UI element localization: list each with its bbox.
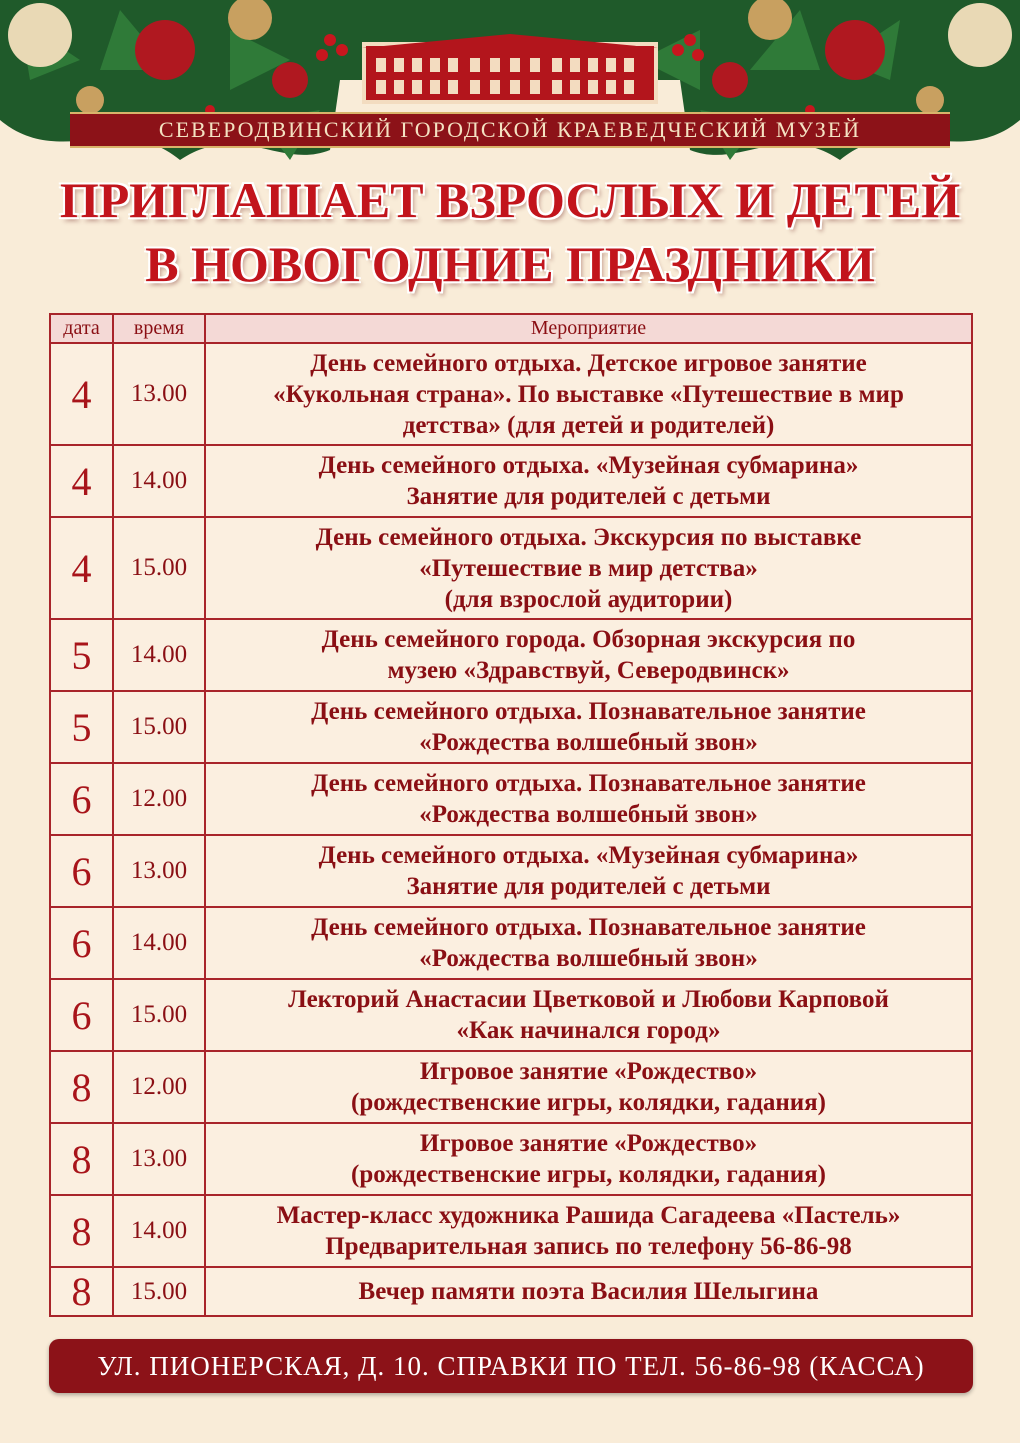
event-description-line: Занятие для родителей с детьми: [406, 483, 771, 510]
event-time: 13.00: [113, 343, 205, 445]
table-row: [50, 979, 972, 1051]
event-description: [205, 1267, 972, 1316]
event-description-line: День семейного отдыха. «Музейная субмарина»: [318, 452, 859, 479]
event-description: [205, 979, 972, 1051]
event-description-line: Предварительная запись по телефону 56-86-98: [325, 1233, 852, 1260]
event-description: [205, 1051, 972, 1123]
event-date: 4: [50, 445, 113, 517]
event-description: [205, 1123, 972, 1195]
event-description-line: (рождественские игры, колядки, гадания): [351, 1161, 826, 1188]
event-time: 12.00: [113, 1051, 205, 1123]
event-time: 15.00: [113, 517, 205, 619]
event-description: [205, 691, 972, 763]
event-date: 8: [50, 1051, 113, 1123]
event-description-line: «Кукольная страна». По выставке «Путешествие в мир: [273, 380, 904, 408]
table-row: [50, 763, 972, 835]
table-row: [50, 1051, 972, 1123]
event-description-line: Мастер-класс художника Рашида Сагадеева «Пастель»: [276, 1202, 901, 1229]
event-date: 6: [50, 979, 113, 1051]
event-description-line: Игровое занятие «Рождество»: [419, 1130, 758, 1157]
event-time: 12.00: [113, 763, 205, 835]
event-description: [205, 835, 972, 907]
poster-header: [0, 0, 1020, 300]
event-description: [205, 907, 972, 979]
headline-line-1: ПРИГЛАШАЕТ ВЗРОСЛЫХ И ДЕТЕЙ: [59, 172, 961, 228]
event-time: 14.00: [113, 445, 205, 517]
event-description: [205, 1195, 972, 1267]
event-description: [205, 445, 972, 517]
event-date: 5: [50, 691, 113, 763]
event-description-line: Лекторий Анастасии Цветковой и Любови Карповой: [288, 986, 889, 1013]
table-row: [50, 1195, 972, 1267]
event-description-line: День семейного отдыха. Познавательное занятие: [311, 698, 866, 725]
event-description-line: День семейного отдыха. «Музейная субмарина»: [318, 842, 859, 869]
event-description-line: детства» (для детей и родителей): [402, 411, 775, 439]
event-description-line: (рождественские игры, колядки, гадания): [351, 1089, 826, 1116]
event-description-line: «Рождества волшебный звон»: [419, 801, 758, 828]
footer-address-bar: [49, 1339, 973, 1393]
headline-line-2: В НОВОГОДНИЕ ПРАЗДНИКИ: [145, 236, 875, 292]
event-date: 6: [50, 907, 113, 979]
table-row: [50, 445, 972, 517]
table-row: [50, 907, 972, 979]
museum-name-text: СЕВЕРОДВИНСКИЙ ГОРОДСКОЙ КРАЕВЕДЧЕСКИЙ МУЗЕЙ: [158, 117, 862, 142]
event-description-line: День семейного города. Обзорная экскурсия по: [321, 626, 856, 653]
table-row: [50, 835, 972, 907]
event-description-line: «Рождества волшебный звон»: [419, 945, 758, 972]
event-date: 8: [50, 1123, 113, 1195]
event-time: 15.00: [113, 1267, 205, 1316]
event-description: [205, 763, 972, 835]
event-time: 14.00: [113, 619, 205, 691]
event-time: 13.00: [113, 835, 205, 907]
event-time: 15.00: [113, 691, 205, 763]
schedule-table: [49, 313, 973, 1317]
table-row: [50, 517, 972, 619]
event-date: 8: [50, 1195, 113, 1267]
event-description-line: (для взрослой аудитории): [444, 585, 733, 613]
event-description-line: «Путешествие в мир детства»: [419, 554, 758, 582]
event-time: 14.00: [113, 907, 205, 979]
column-header-event: Мероприятие: [205, 314, 972, 343]
event-description-line: День семейного отдыха. Познавательное занятие: [311, 914, 866, 941]
table-row: [50, 1123, 972, 1195]
table-row: [50, 343, 972, 445]
event-description-line: Игровое занятие «Рождество»: [419, 1058, 758, 1085]
table-row: [50, 619, 972, 691]
column-header-date: дата: [50, 314, 113, 343]
event-time: 13.00: [113, 1123, 205, 1195]
event-description: [205, 619, 972, 691]
event-date: 6: [50, 835, 113, 907]
schedule-body: [50, 343, 972, 1316]
event-date: 6: [50, 763, 113, 835]
event-description-line: День семейного отдыха. Детское игровое занятие: [310, 349, 867, 377]
event-date: 8: [50, 1267, 113, 1316]
column-header-time: время: [113, 314, 205, 343]
christmas-garland-decoration: [0, 0, 1020, 190]
event-description-line: «Как начинался город»: [456, 1017, 721, 1044]
event-date: 5: [50, 619, 113, 691]
event-description: [205, 343, 972, 445]
event-description: [205, 517, 972, 619]
event-description-line: «Рождества волшебный звон»: [419, 729, 758, 756]
museum-building-logo: [362, 34, 658, 104]
event-description-line: День семейного отдыха. Познавательное занятие: [311, 770, 866, 797]
museum-name-banner: [70, 112, 950, 148]
event-time: 15.00: [113, 979, 205, 1051]
event-description-line: музею «Здравствуй, Северодвинск»: [387, 657, 790, 684]
event-description-line: День семейного отдыха. Экскурсия по выставке: [315, 523, 862, 551]
event-date: 4: [50, 343, 113, 445]
table-row: [50, 691, 972, 763]
event-description-line: Занятие для родителей с детьми: [406, 873, 771, 900]
footer-address-text: УЛ. ПИОНЕРСКАЯ, Д. 10. СПРАВКИ ПО ТЕЛ. 56-86-98 (КАССА): [97, 1350, 925, 1381]
table-row: [50, 1267, 972, 1316]
table-header-row: [50, 314, 972, 343]
event-time: 14.00: [113, 1195, 205, 1267]
event-date: 4: [50, 517, 113, 619]
event-description-line: Вечер памяти поэта Василия Шелыгина: [358, 1278, 819, 1305]
